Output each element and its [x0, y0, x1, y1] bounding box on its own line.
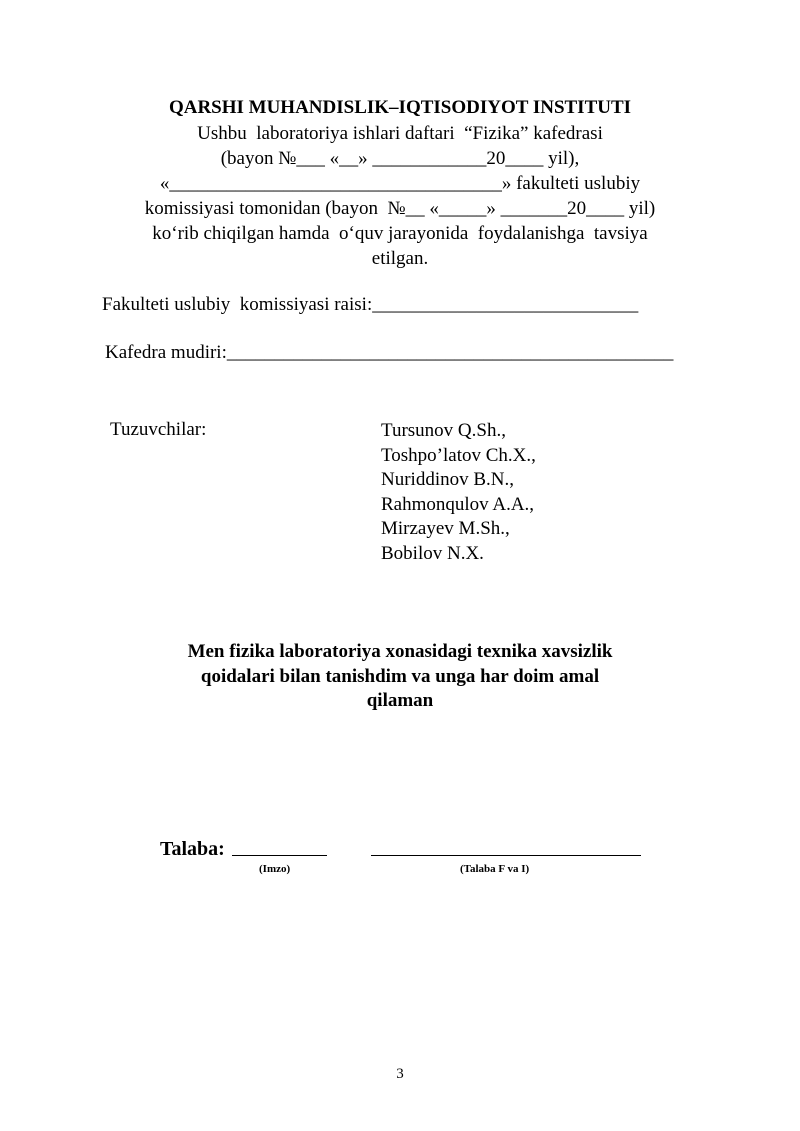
- authors-list: [381, 419, 536, 567]
- approval-line: komissiyasi tomonidan (bayon №__ «_____» _______20____ yil): [144, 198, 656, 219]
- approval-line: Ushbu laboratoriya ishlari daftari “Fizika” kafedrasi: [197, 123, 603, 144]
- author-name: Toshpo’latov Ch.X.,: [381, 444, 536, 466]
- page-number: 3: [396, 1066, 404, 1082]
- safety-oath: [150, 640, 650, 714]
- department-head-signature-line: Kafedra mudiri:_______________________________________________: [105, 342, 674, 363]
- author-name: Mirzayev M.Sh.,: [381, 518, 510, 540]
- author-name: Bobilov N.X.: [381, 542, 484, 564]
- student-signature-blank[interactable]: [232, 855, 327, 856]
- author-name: Tursunov Q.Sh.,: [381, 420, 506, 441]
- commission-chair-signature-line: Fakulteti uslubiy komissiyasi raisi:____________________________: [102, 294, 639, 315]
- approval-line: «___________________________________» fakulteti uslubiy: [159, 173, 641, 194]
- institute-title: QARSHI MUHANDISLIK–IQTISODIYOT INSTITUTI: [168, 97, 632, 118]
- author-name: Rahmonqulov A.A.,: [381, 493, 535, 515]
- oath-line: Men fizika laboratoriya xonasidagi texnika xavsizlik: [187, 641, 613, 662]
- approval-line: ko‘rib chiqilgan hamda o‘quv jarayonida foydalanishga tavsiya: [152, 223, 648, 244]
- oath-line: qoidalari bilan tanishdim va unga har doim amal: [200, 665, 600, 687]
- student-label: Talaba:: [160, 838, 225, 860]
- approval-line: (bayon №___ «__» ____________20____ yil),: [220, 148, 580, 169]
- approval-paragraph: [100, 121, 700, 271]
- signature-caption: (Imzo): [259, 863, 291, 875]
- oath-line: qilaman: [366, 690, 434, 711]
- student-name-blank[interactable]: [371, 855, 641, 856]
- student-name-caption: (Talaba F va I): [460, 863, 530, 875]
- approval-line: etilgan.: [371, 248, 429, 269]
- authors-label: Tuzuvchilar:: [110, 419, 207, 440]
- author-name: Nuriddinov B.N.,: [381, 469, 514, 491]
